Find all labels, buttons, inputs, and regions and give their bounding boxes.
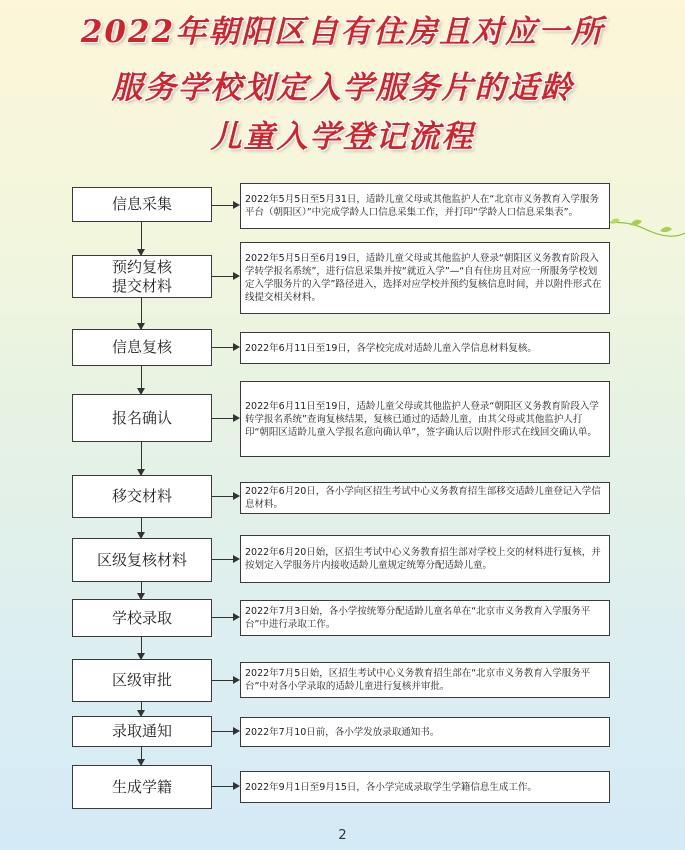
step-box-appointment: 预约复核 提交材料	[72, 255, 212, 298]
step-desc-info-collection: 2022年5月5日至5月31日，适龄儿童父母或其他监护人在“北京市义务教育入学服务平台（朝阳区）”中完成学龄人口信息采集工作，并打印“学龄人口信息采集表”。	[240, 183, 610, 229]
step-arrow	[212, 680, 234, 681]
step-arrow	[212, 559, 234, 560]
step-desc-transfer-materials: 2022年6月20日，各小学向区招生考试中心义务教育招生部移交适龄儿童登记入学信息材料。	[240, 482, 610, 514]
step-desc-generate-records: 2022年9月1日至9月15日，各小学完成录取学生学籍信息生成工作。	[240, 771, 610, 803]
step-box-registration-confirm: 报名确认	[72, 394, 212, 442]
title-line-2: 服务学校划定入学服务片的适龄	[111, 70, 574, 106]
step-desc-district-approval: 2022年7月5日始，区招生考试中心义务教育招生部在“北京市义务教育入学服务平台”中对各小学录取的适龄儿童进行复核并审批。	[240, 662, 610, 698]
flow-connector	[141, 582, 142, 599]
step-desc-registration-confirm: 2022年6月11日至19日，适龄儿童父母或其他监护人登录“朝阳区义务教育阶段入学转学报名系统”查询复核结果，复核已通过的适龄儿童，由其父母或其他监护人打印“朝阳区适龄儿童入学报名意向确认单”，签字确认后以附件形式在线回交确认单。	[240, 381, 610, 457]
step-box-admission-notice: 录取通知	[72, 716, 212, 747]
step-box-generate-records: 生成学籍	[72, 765, 212, 809]
flow-connector	[141, 442, 142, 475]
step-arrow	[212, 496, 234, 497]
step-desc-district-review: 2022年6月20日始，区招生考试中心义务教育招生部对学校上交的材料进行复核，并按划定入学服务片内接收适龄儿童规定统筹分配适龄儿童。	[240, 535, 610, 583]
step-arrow	[212, 786, 234, 787]
step-desc-info-review: 2022年6月11日至19日，各学校完成对适龄儿童入学信息材料复核。	[240, 332, 610, 364]
flow-connector	[141, 637, 142, 659]
step-arrow	[212, 276, 234, 277]
step-box-info-collection: 信息采集	[72, 187, 212, 222]
step-arrow	[212, 205, 234, 206]
step-box-district-approval: 区级审批	[72, 659, 212, 702]
page-number: 2	[338, 828, 347, 843]
flow-connector	[141, 222, 142, 255]
step-box-info-review: 信息复核	[72, 329, 212, 366]
title-line-1: 2022年朝阳区自有住房且对应一所	[80, 14, 605, 50]
flow-connector	[141, 298, 142, 329]
step-arrow	[212, 731, 234, 732]
flow-connector	[141, 702, 142, 716]
step-desc-admission-notice: 2022年7月10日前，各小学发放录取通知书。	[240, 717, 610, 747]
title-line-3: 儿童入学登记流程	[210, 119, 475, 155]
step-desc-appointment: 2022年5月5日至6月19日，适龄儿童父母或其他监护人登录“朝阳区义务教育阶段入学转学报名系统”，进行信息采集并按“就近入学”—“自有住房且对应一所服务学校划定入学服务片的入学”路径进入，选择对应学校并预约复核信息时间，并以附件形式在线提交相关材料。	[240, 242, 610, 314]
flow-connector	[141, 366, 142, 394]
step-box-school-admission: 学校录取	[72, 599, 212, 637]
step-arrow	[212, 347, 234, 348]
flow-connector	[141, 518, 142, 538]
flow-connector	[141, 747, 142, 765]
step-box-district-review: 区级复核材料	[72, 538, 212, 582]
step-arrow	[212, 418, 234, 419]
step-arrow	[212, 617, 234, 618]
step-desc-school-admission: 2022年7月3日始，各小学按统筹分配适龄儿童名单在“北京市义务教育入学服务平台”中进行录取工作。	[240, 600, 610, 636]
step-box-transfer-materials: 移交材料	[72, 475, 212, 518]
